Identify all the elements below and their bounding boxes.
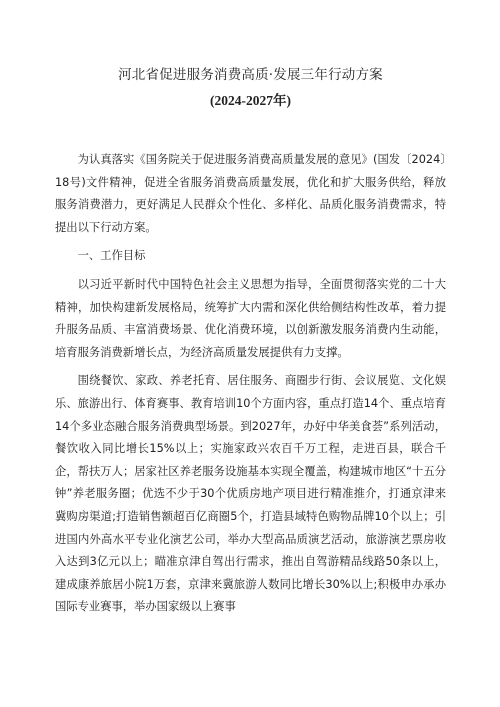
document-body [55, 149, 446, 619]
goals-paragraph-1: 以习近平新时代中国特色社会主义思想为指导，全面贯彻落实党的二十大精神，加快构建新发展格局，统筹扩大内需和深化供给侧结构性改革，着力提升服务品质、丰富消费场景、优化消费环境，以创新激发服务消费内生动能，培育服务消费新增长点，为经济高质量发展提供有力支撑。 [55, 277, 446, 359]
goals-paragraph-2: 围绕餐饮、家政、养老托育、居住服务、商圈步行街、会议展览、文化娱乐、旅游出行、体育赛事、教育培训10个方面内容，重点打造14个、重点培育14个多业态融合服务消费典型场景。到2027年，办好中华美食荟”系列活动，餐饮收入同比增长15%以上；实施家政兴农百千万工程，走进百县，联合千企，帮扶万人；居家社区养老服务设施基本实现全覆盖，构建城市地区“十五分钟”养老服务圈；优选不少于30个优质房地产项目进行精准推介，打通京津来冀购房渠道;打造销售额超百亿商圈5个，打造县域特色购物品牌10个以上；引进国内外高水平专业化演艺公司，举办大型高品质演艺活动，旅游演艺票房收入达到3亿元以上；瞄准京津自驾出行需求，推出自驾游精品线路50条以上，建成康养旅居小院1万套，京津来冀旅游人数同比增长30%以上;积极申办承办国际专业赛事，举办国家级以上赛事 [55, 374, 446, 614]
document-title: 河北省促进服务消费高质·发展三年行动方案 [118, 67, 383, 83]
document-subtitle: (2024-2027年) [210, 93, 291, 108]
section-heading-goals: 一、工作目标 [77, 249, 146, 263]
intro-paragraph: 为认真落实《国务院关于促进服务消费高质量发展的意见》(国发〔2024〕18号)文件精神，促进全省服务消费高质量发展，优化和扩大服务供给，释放服务消费潜力，更好满足人民群众个性化、多样化、品质化服务消费需求，特提出以下行动方案。 [55, 153, 446, 234]
